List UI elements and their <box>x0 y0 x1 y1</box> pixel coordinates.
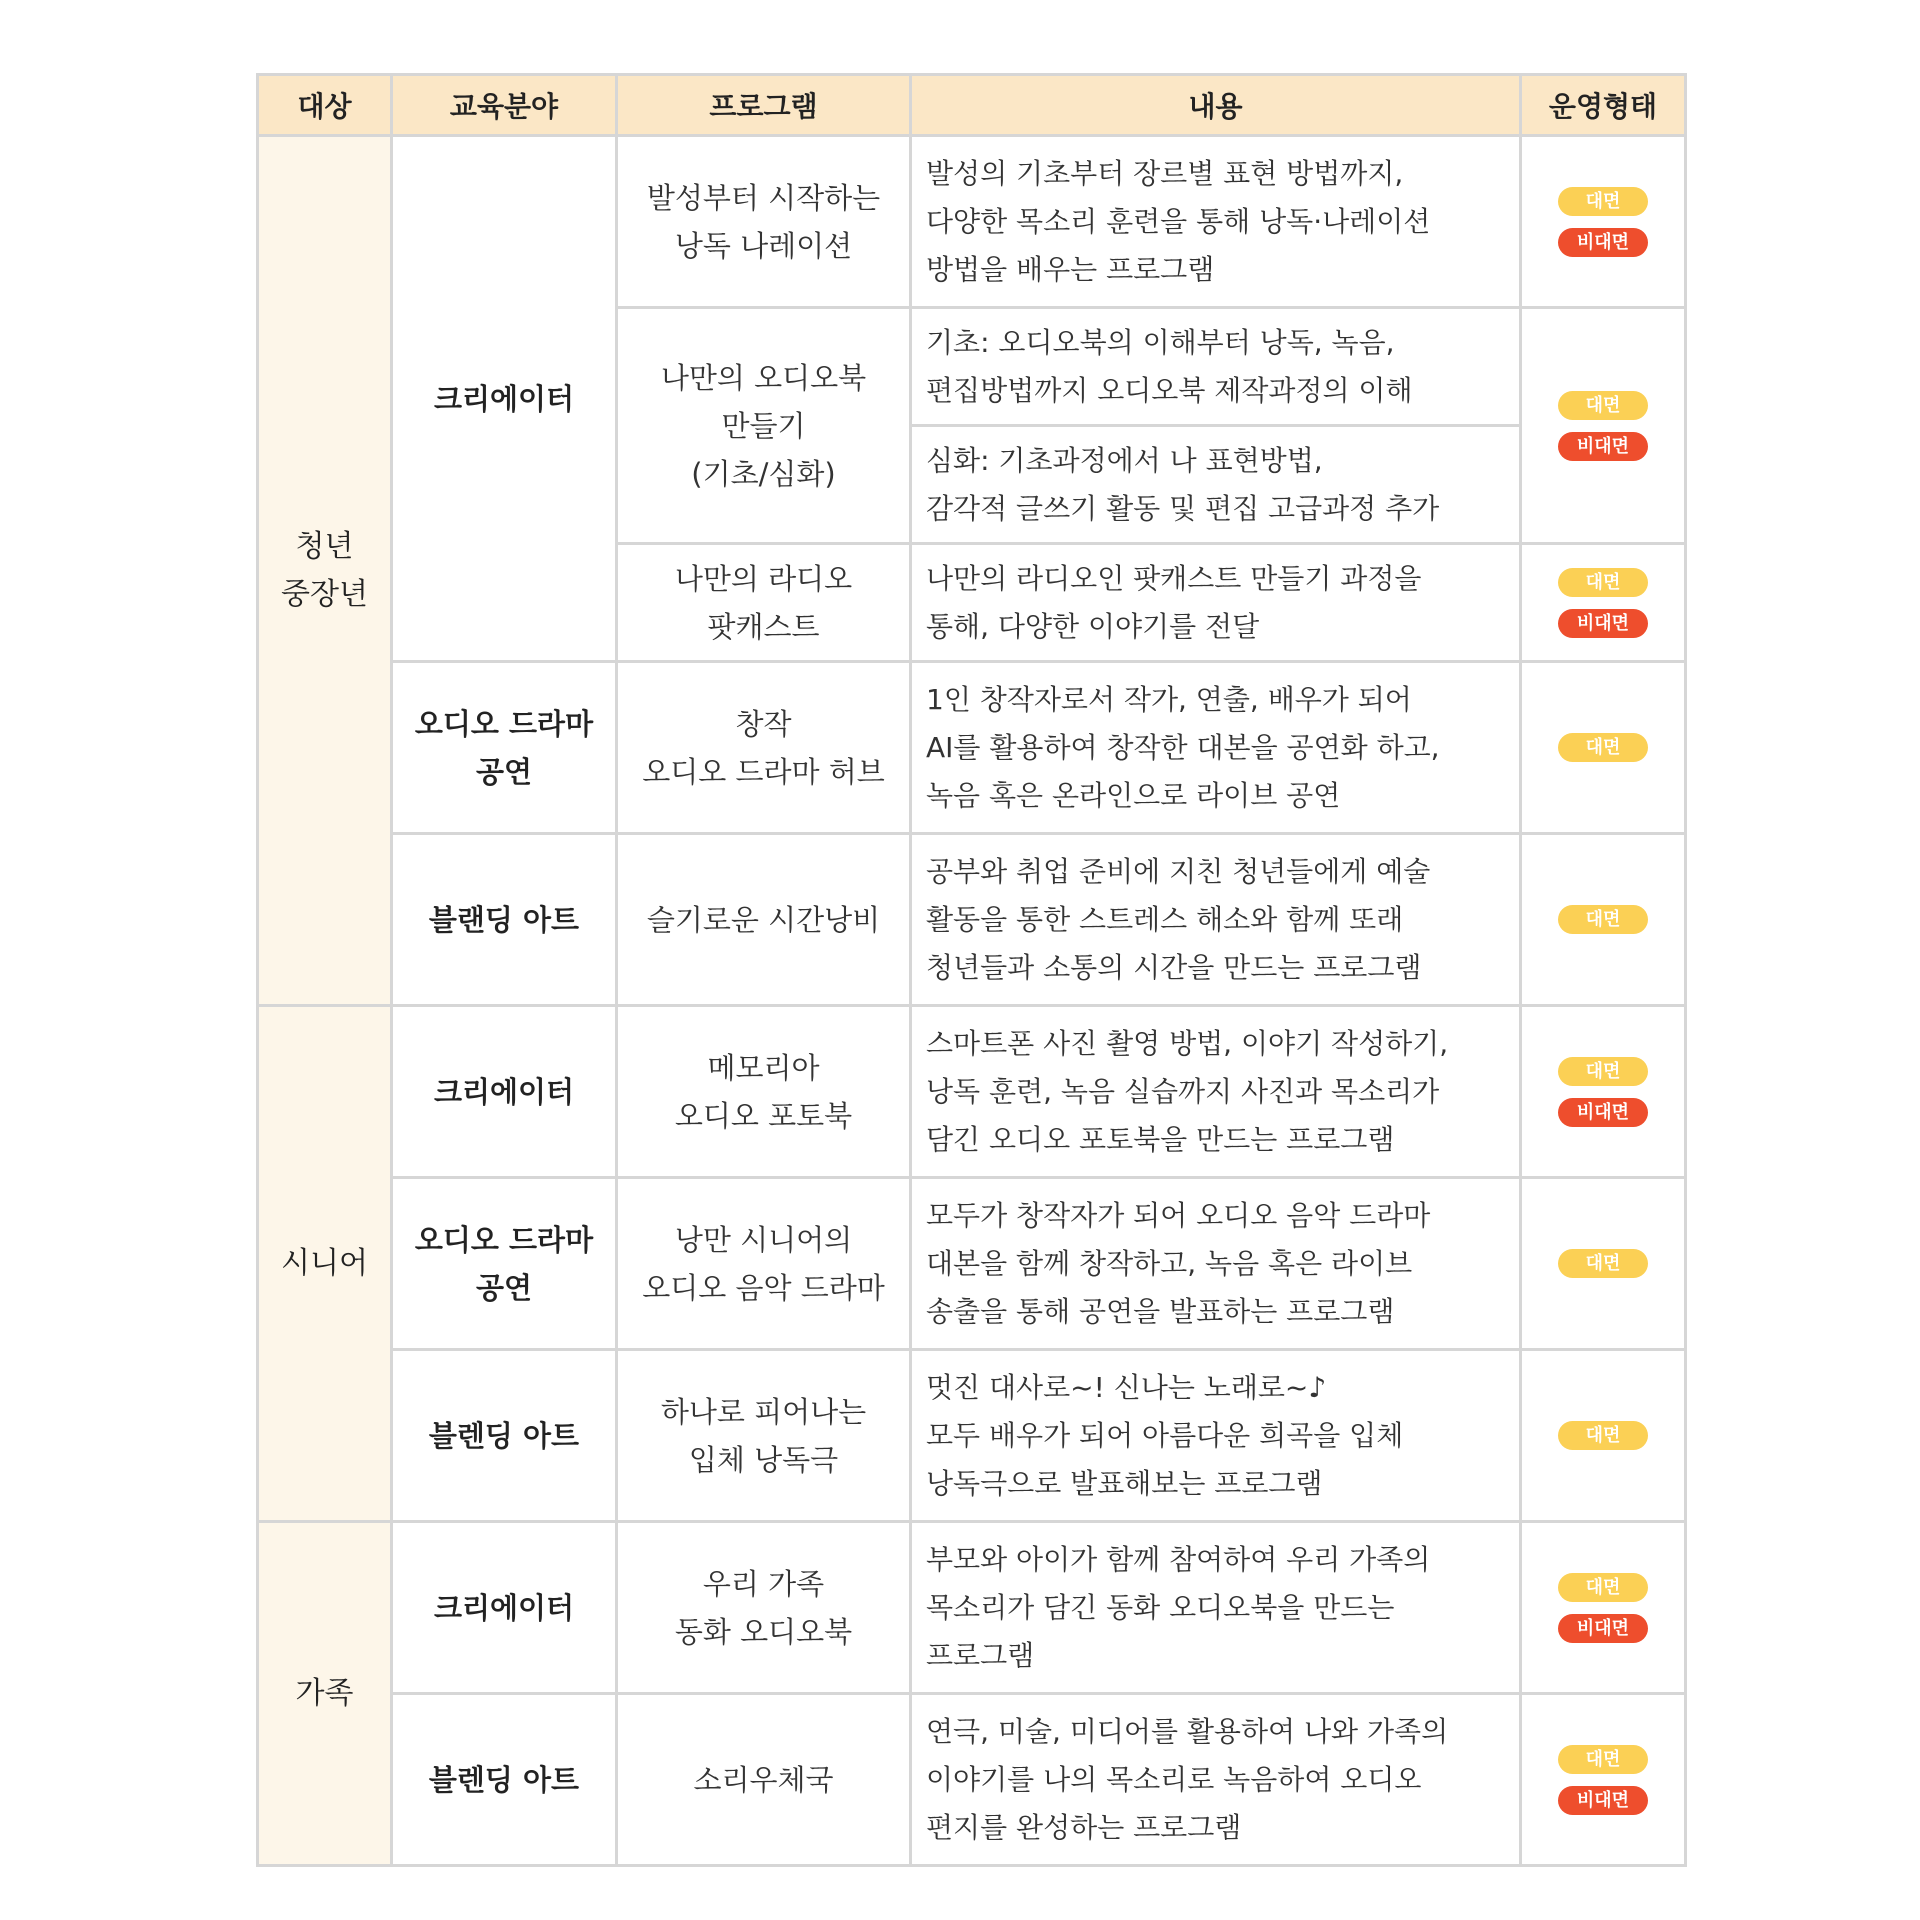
content-cell: 부모와 아이가 함께 참여하여 우리 가족의 목소리가 담긴 동화 오디오북을 만드는 프로그램 <box>911 1522 1521 1694</box>
mode-cell <box>1521 1350 1686 1522</box>
nonface-badge: 비대면 <box>1558 1614 1648 1643</box>
content-cell: 멋진 대사로~! 신나는 노래로~♪ 모두 배우가 되어 아름다운 희곡을 입체 낭독극으로 발표해보는 프로그램 <box>911 1350 1521 1522</box>
content-cell: 기초: 오디오북의 이해부터 낭독, 녹음, 편집방법까지 오디오북 제작과정의 이해 <box>911 308 1521 426</box>
content-cell: 심화: 기초과정에서 나 표현방법, 감각적 글쓰기 활동 및 편집 고급과정 추가 <box>911 426 1521 544</box>
content-cell: 공부와 취업 준비에 지친 청년들에게 예술 활동을 통한 스트레스 해소와 함께 또래 청년들과 소통의 시간을 만드는 프로그램 <box>911 834 1521 1006</box>
field-cell: 오디오 드라마 공연 <box>392 1178 617 1350</box>
face-badge: 대면 <box>1558 1249 1648 1278</box>
header-mode: 운영형태 <box>1521 75 1686 136</box>
table-row <box>258 662 1686 834</box>
table-row <box>258 834 1686 1006</box>
program-cell: 발성부터 시작하는 낭독 나레이션 <box>617 136 911 308</box>
content-cell: 스마트폰 사진 촬영 방법, 이야기 작성하기, 낭독 훈련, 녹음 실습까지 사진과 목소리가 담긴 오디오 포토북을 만드는 프로그램 <box>911 1006 1521 1178</box>
program-cell: 나만의 라디오 팟캐스트 <box>617 544 911 662</box>
content-cell: 나만의 라디오인 팟캐스트 만들기 과정을 통해, 다양한 이야기를 전달 <box>911 544 1521 662</box>
face-badge: 대면 <box>1558 1057 1648 1086</box>
mode-cell <box>1521 834 1686 1006</box>
field-cell: 블렌딩 아트 <box>392 1694 617 1866</box>
face-badge: 대면 <box>1558 905 1648 934</box>
mode-cell <box>1521 1522 1686 1694</box>
face-badge: 대면 <box>1558 1745 1648 1774</box>
content-cell: 발성의 기초부터 장르별 표현 방법까지, 다양한 목소리 훈련을 통해 낭독·나레이션 방법을 배우는 프로그램 <box>911 136 1521 308</box>
content-cell: 모두가 창작자가 되어 오디오 음악 드라마 대본을 함께 창작하고, 녹음 혹은 라이브 송출을 통해 공연을 발표하는 프로그램 <box>911 1178 1521 1350</box>
field-cell: 크리에이터 <box>392 1006 617 1178</box>
table-row <box>258 1350 1686 1522</box>
program-table <box>256 73 1687 1867</box>
nonface-badge: 비대면 <box>1558 228 1648 257</box>
nonface-badge: 비대면 <box>1558 609 1648 638</box>
mode-cell <box>1521 1006 1686 1178</box>
field-cell: 크리에이터 <box>392 136 617 662</box>
field-cell: 오디오 드라마 공연 <box>392 662 617 834</box>
header-content: 내용 <box>911 75 1521 136</box>
target-group-senior: 시니어 <box>258 1006 392 1522</box>
target-group-family: 가족 <box>258 1522 392 1866</box>
program-cell: 나만의 오디오북 만들기 (기초/심화) <box>617 308 911 544</box>
nonface-badge: 비대면 <box>1558 1786 1648 1815</box>
mode-cell <box>1521 544 1686 662</box>
table-row <box>258 136 1686 308</box>
content-cell: 연극, 미술, 미디어를 활용하여 나와 가족의 이야기를 나의 목소리로 녹음하여 오디오 편지를 완성하는 프로그램 <box>911 1694 1521 1866</box>
content-cell: 1인 창작자로서 작가, 연출, 배우가 되어 AI를 활용하여 창작한 대본을 공연화 하고, 녹음 혹은 온라인으로 라이브 공연 <box>911 662 1521 834</box>
table-row <box>258 1694 1686 1866</box>
face-badge: 대면 <box>1558 391 1648 420</box>
header-program: 프로그램 <box>617 75 911 136</box>
header-target: 대상 <box>258 75 392 136</box>
mode-cell <box>1521 136 1686 308</box>
header-row <box>258 75 1686 136</box>
nonface-badge: 비대면 <box>1558 1098 1648 1127</box>
program-cell: 소리우체국 <box>617 1694 911 1866</box>
mode-cell <box>1521 1694 1686 1866</box>
table-row <box>258 1006 1686 1178</box>
mode-cell <box>1521 1178 1686 1350</box>
face-badge: 대면 <box>1558 187 1648 216</box>
table-row <box>258 1178 1686 1350</box>
program-cell: 슬기로운 시간낭비 <box>617 834 911 1006</box>
mode-cell <box>1521 662 1686 834</box>
field-cell: 크리에이터 <box>392 1522 617 1694</box>
field-cell: 블렌딩 아트 <box>392 1350 617 1522</box>
mode-cell <box>1521 308 1686 544</box>
face-badge: 대면 <box>1558 1573 1648 1602</box>
program-cell: 메모리아 오디오 포토북 <box>617 1006 911 1178</box>
face-badge: 대면 <box>1558 1421 1648 1450</box>
face-badge: 대면 <box>1558 733 1648 762</box>
face-badge: 대면 <box>1558 568 1648 597</box>
table-row <box>258 1522 1686 1694</box>
field-cell: 블랜딩 아트 <box>392 834 617 1006</box>
program-cell: 낭만 시니어의 오디오 음악 드라마 <box>617 1178 911 1350</box>
header-field: 교육분야 <box>392 75 617 136</box>
program-cell: 하나로 피어나는 입체 낭독극 <box>617 1350 911 1522</box>
nonface-badge: 비대면 <box>1558 432 1648 461</box>
program-cell: 우리 가족 동화 오디오북 <box>617 1522 911 1694</box>
program-cell: 창작 오디오 드라마 허브 <box>617 662 911 834</box>
target-group-youth: 청년 중장년 <box>258 136 392 1006</box>
